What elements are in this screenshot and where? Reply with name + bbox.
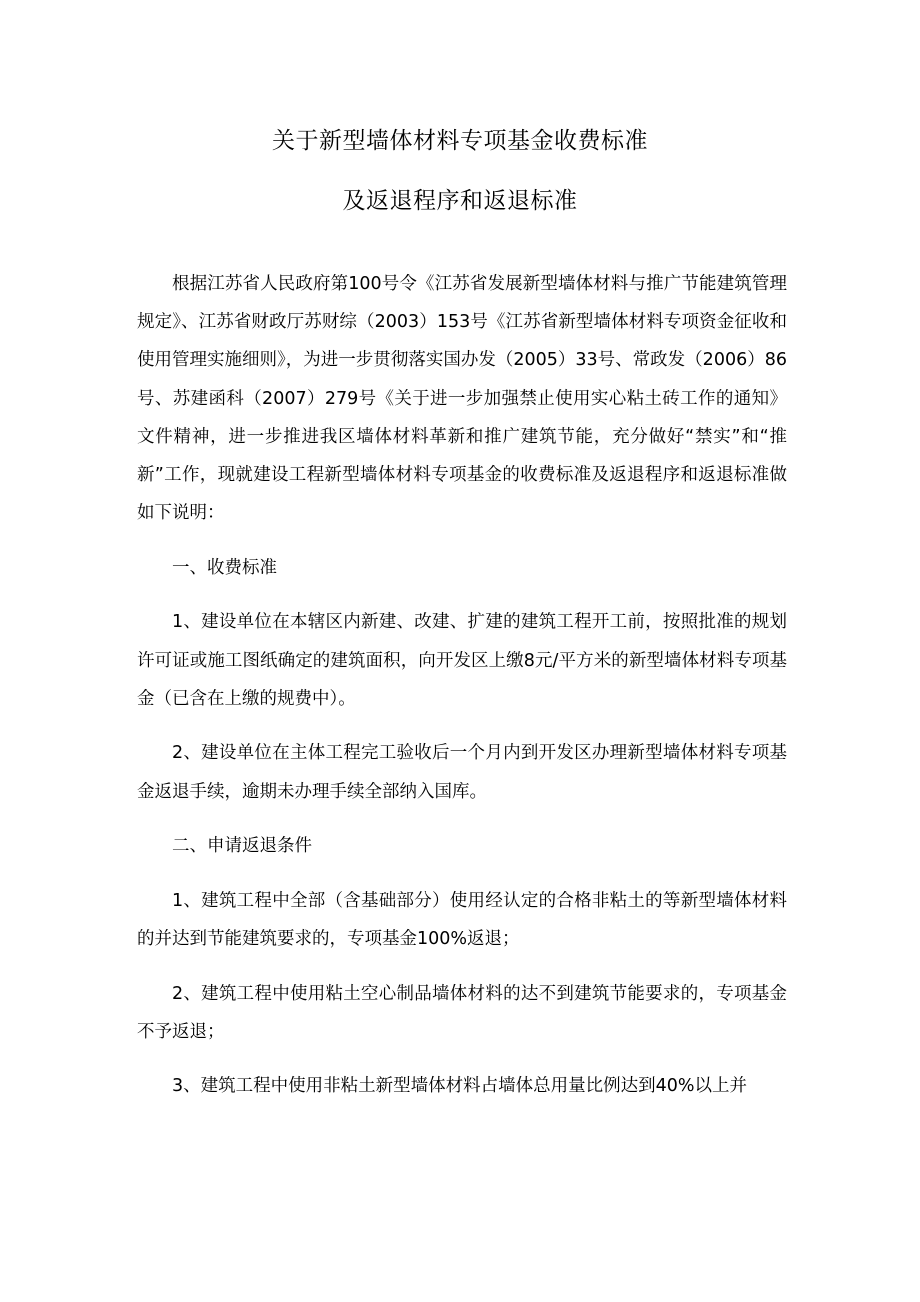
document-body	[137, 265, 787, 1122]
refund-condition-3: 3、建筑工程中使用非粘土新型墙体材料占墙体总用量比例达到40%以上并	[172, 1076, 748, 1097]
refund-condition-2: 2、建筑工程中使用粘土空心制品墙体材料的达不到建筑节能要求的，专项基金不予返退；	[137, 983, 787, 1042]
fee-item-1: 1、建设单位在本辖区内新建、改建、扩建的建筑工程开工前，按照批准的规划许可证或施工图纸确定的建筑面积，向开发区上缴8元/平方米的新型墙体材料专项基金（已含在上缴的规费中）。	[137, 612, 787, 709]
fee-item-2: 2、建设单位在主体工程完工验收后一个月内到开发区办理新型墙体材料专项基金返退手续，逾期未办理手续全部纳入国库。	[137, 743, 787, 802]
document-title-line-2: 及返退程序和返退标准	[342, 188, 578, 214]
section-heading-fee-standard: 一、收费标准	[172, 557, 277, 578]
refund-condition-1: 1、建筑工程中全部（含基础部分）使用经认定的合格非粘土的等新型墙体材料的并达到节能建筑要求的，专项基金100%返退；	[137, 890, 787, 949]
intro-paragraph: 根据江苏省人民政府第100号令《江苏省发展新型墙体材料与推广节能建筑管理规定》、江苏省财政厅苏财综（2003）153号《江苏省新型墙体材料专项资金征收和使用管理实施细则》，为进一步贯彻落实国办发（2005）33号、常政发（2006）86号、苏建函科（2007）279号《关于进一步加强禁止使用实心粘土砖工作的通知》文件精神，进一步推进我区墙体材料革新和推广建筑节能，充分做好“禁实”和“推新”工作，现就建设工程新型墙体材料专项基金的收费标准及返退程序和返退标准做如下说明：	[137, 274, 787, 524]
document-title-line-1: 关于新型墙体材料专项基金收费标准	[272, 128, 648, 154]
section-heading-refund-conditions: 二、申请返退条件	[172, 836, 312, 857]
